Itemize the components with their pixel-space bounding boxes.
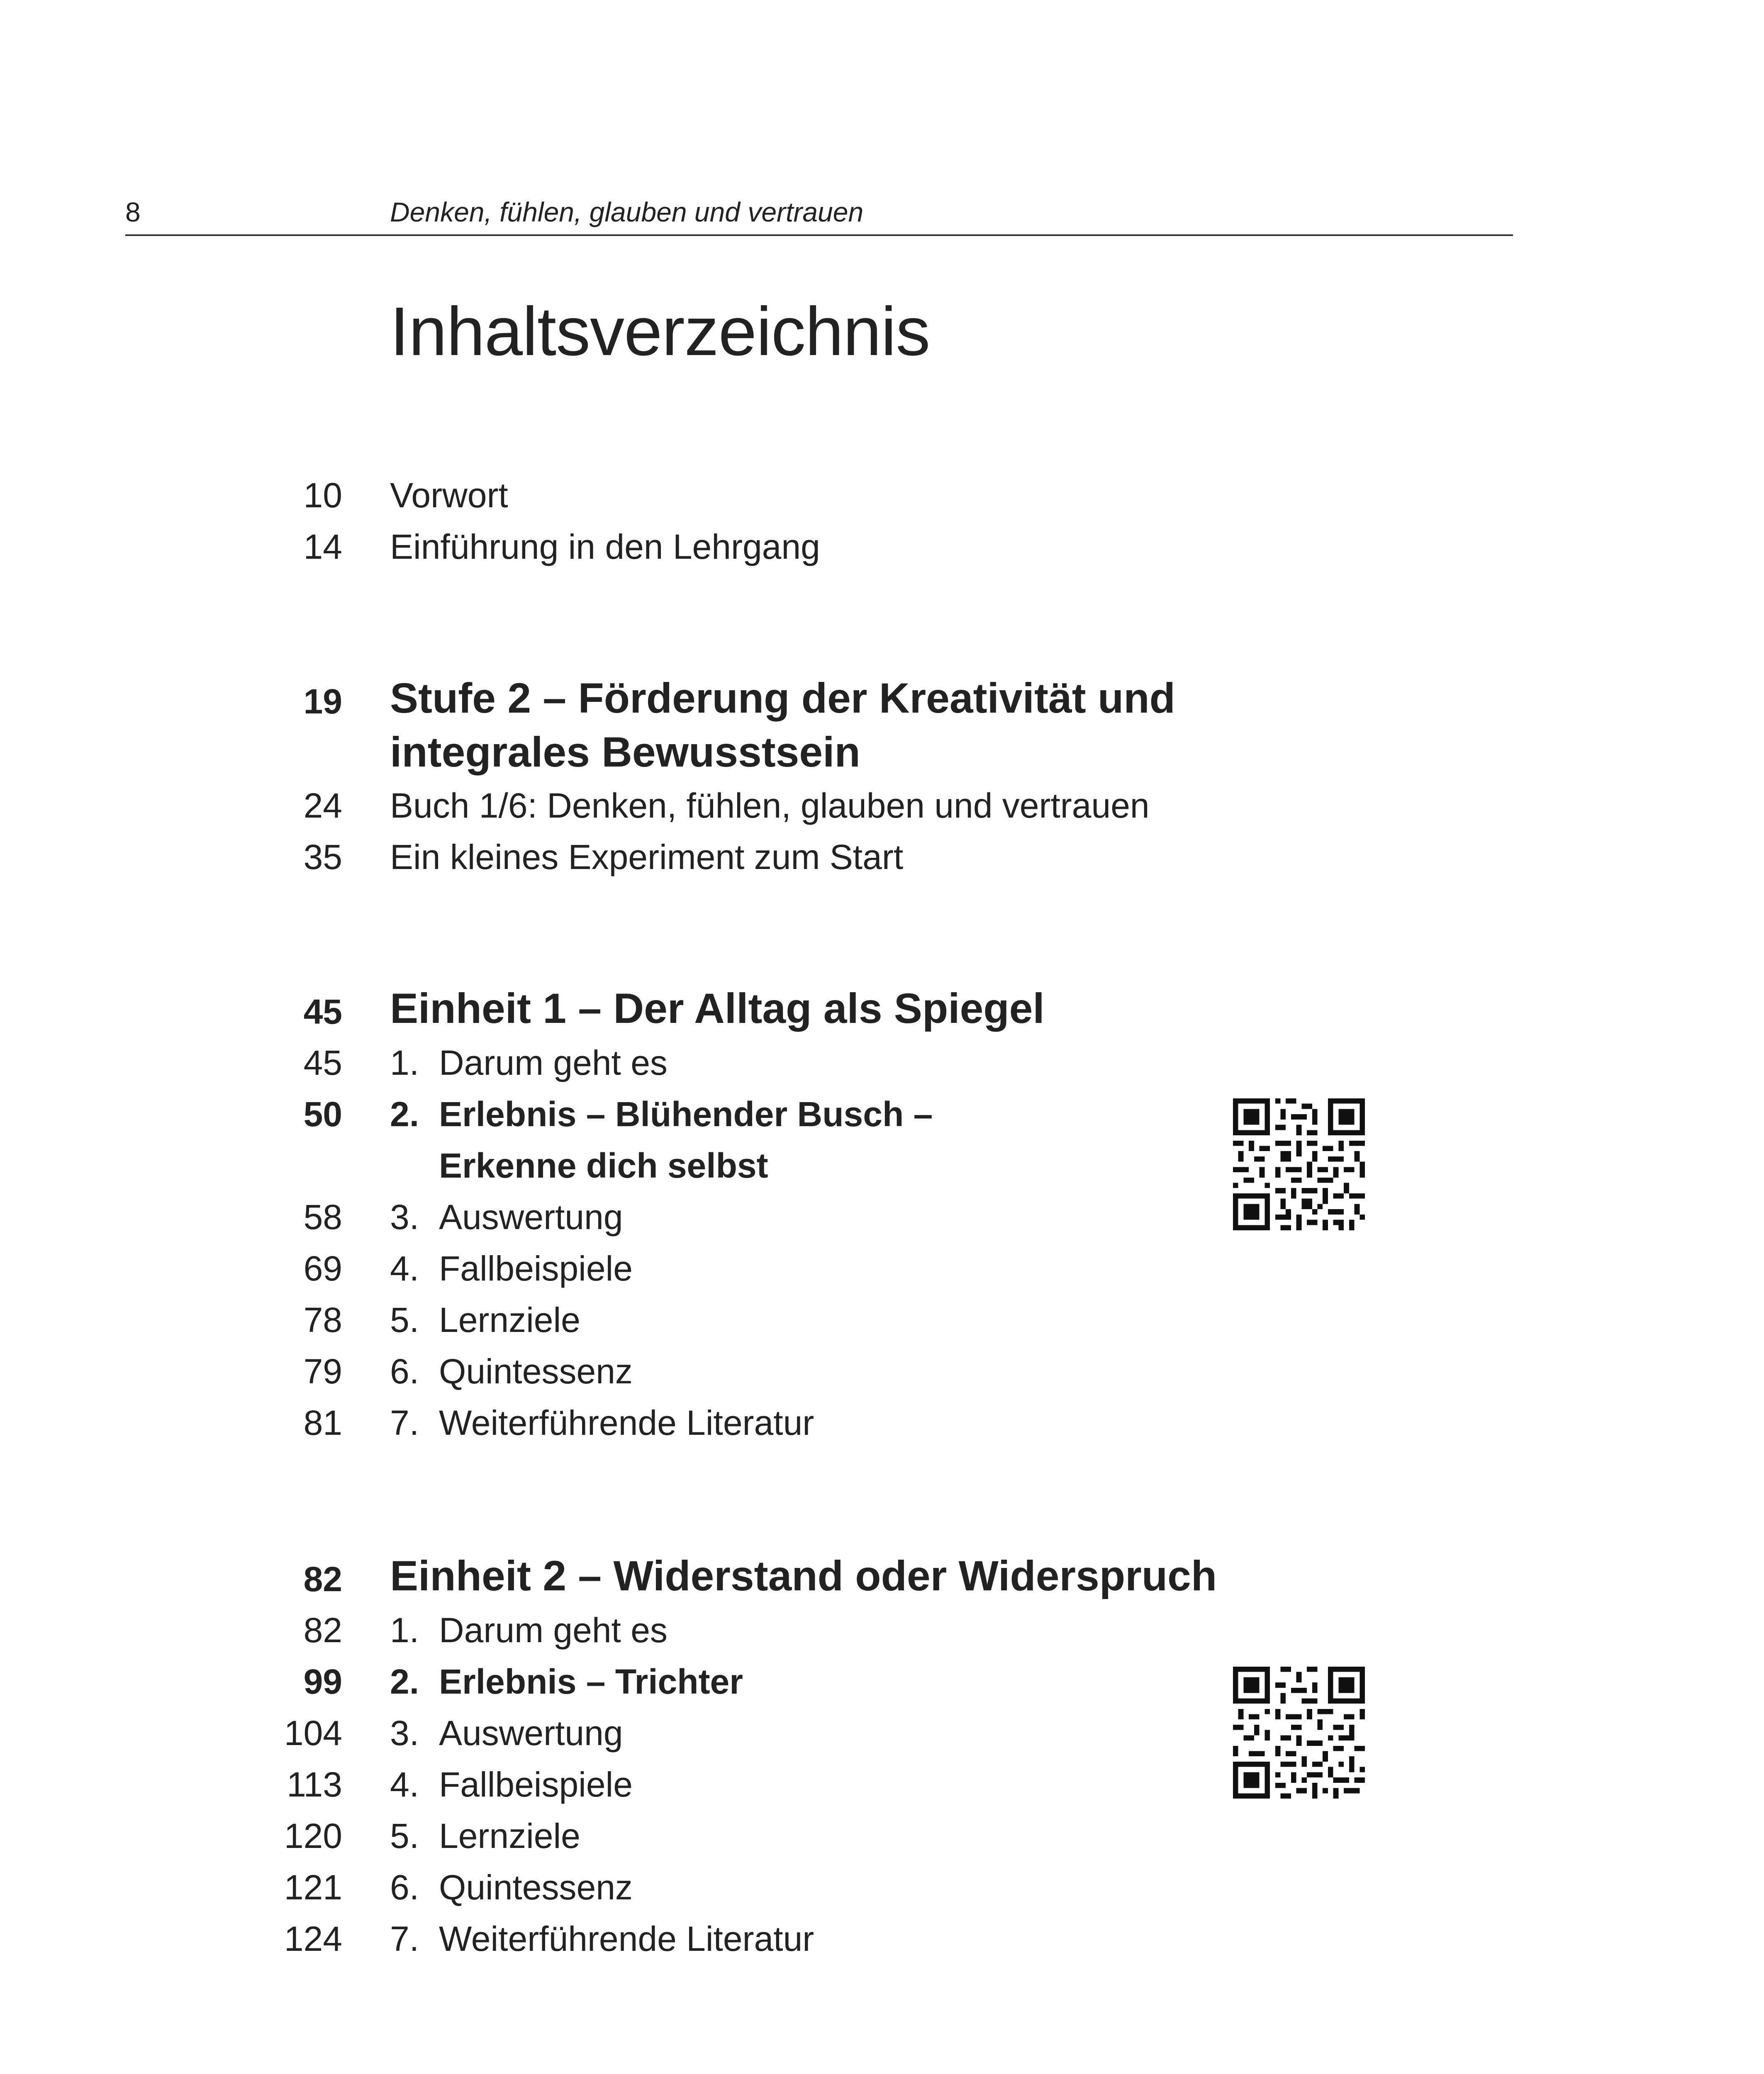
toc-item-number: 5. — [390, 1816, 419, 1855]
toc-page-number: 81 — [303, 1403, 342, 1442]
toc-page-number: 50 — [303, 1095, 342, 1134]
toc-entry[interactable] — [0, 1397, 1535, 1448]
toc-entry[interactable] — [0, 521, 1535, 572]
toc-page-number: 79 — [303, 1352, 342, 1391]
toc-page-number: 120 — [284, 1816, 342, 1855]
toc-page-number: 69 — [303, 1249, 342, 1288]
toc-entry[interactable] — [0, 1913, 1535, 1964]
toc-page-number: 45 — [303, 1043, 342, 1082]
toc-entry-label: Ein kleines Experiment zum Start — [390, 837, 904, 876]
toc-entry[interactable] — [0, 780, 1535, 831]
toc-page-number: 24 — [303, 786, 342, 825]
qr-code-graphic — [1233, 1667, 1365, 1799]
section-title-line: integrales Bewusstsein — [390, 728, 860, 776]
toc-section-heading[interactable] — [0, 981, 1535, 1035]
toc-entry-label: Fallbeispiele — [439, 1765, 633, 1804]
toc-page-number: 82 — [303, 1560, 342, 1599]
toc-page-number: 124 — [284, 1919, 342, 1958]
toc-page-number: 14 — [303, 527, 342, 566]
toc-entry[interactable] — [0, 1037, 1535, 1088]
toc-section-heading[interactable] — [0, 671, 1535, 779]
page-title: Inhaltsverzeichnis — [390, 293, 930, 370]
toc-entry-label: Quintessenz — [439, 1352, 633, 1391]
toc-entry-label: Auswertung — [439, 1198, 623, 1237]
toc-item-number: 4. — [390, 1765, 419, 1804]
toc-item-number: 6. — [390, 1868, 419, 1907]
toc-entry[interactable] — [0, 1862, 1535, 1913]
toc-entry[interactable] — [0, 831, 1535, 883]
toc-section-heading[interactable] — [0, 1549, 1535, 1603]
toc-entry-label: Vorwort — [390, 476, 508, 515]
toc-page-number: 45 — [303, 992, 342, 1031]
toc-entry-label: Erlebnis – Trichter — [439, 1662, 743, 1701]
toc-entry-label: Darum geht es — [439, 1043, 668, 1082]
toc-entry-label: Lernziele — [439, 1816, 580, 1855]
header-divider — [125, 234, 1513, 236]
toc-entry[interactable] — [0, 470, 1535, 521]
toc-item-number: 1. — [390, 1043, 419, 1082]
page-number: 8 — [125, 197, 141, 227]
section-title-line: Stufe 2 – Förderung der Kreativität und — [390, 674, 1175, 722]
running-title: Denken, fühlen, glauben und vertrauen — [390, 197, 864, 227]
qr-code-icon[interactable] — [1233, 1098, 1365, 1230]
toc-item-number: 2. — [390, 1662, 419, 1701]
toc-entry-label: Einführung in den Lehrgang — [390, 527, 820, 566]
toc-page-number: 78 — [303, 1300, 342, 1339]
toc-entry[interactable] — [0, 1294, 1535, 1346]
toc-page-number: 99 — [303, 1662, 342, 1701]
toc-entry[interactable] — [0, 1243, 1535, 1294]
toc-item-number: 3. — [390, 1714, 419, 1753]
qr-code-icon[interactable] — [1233, 1667, 1365, 1799]
toc-entry-label: Fallbeispiele — [439, 1249, 633, 1288]
toc-entry-label: Auswertung — [439, 1714, 623, 1753]
toc-item-number: 4. — [390, 1249, 419, 1288]
toc-page-number: 10 — [303, 476, 342, 515]
section-title: Einheit 2 – Widerstand oder Widerspruch — [390, 1552, 1217, 1599]
toc-entry[interactable] — [0, 1810, 1535, 1862]
toc-page-number: 82 — [303, 1611, 342, 1650]
toc-item-number: 7. — [390, 1403, 419, 1442]
toc-page-number: 58 — [303, 1198, 342, 1237]
qr-code-graphic — [1233, 1098, 1365, 1230]
toc-entry[interactable] — [0, 1604, 1535, 1656]
toc-entry-label: Erlebnis – Blühender Busch – — [439, 1095, 933, 1134]
toc-page-number: 35 — [303, 837, 342, 876]
toc-item-number: 1. — [390, 1611, 419, 1650]
toc-item-number: 5. — [390, 1300, 419, 1339]
toc-page-number: 19 — [303, 682, 342, 721]
toc-item-number: 2. — [390, 1095, 419, 1134]
toc-page-number: 121 — [284, 1868, 342, 1907]
toc-item-number: 6. — [390, 1352, 419, 1391]
toc-entry-label: Weiterführende Literatur — [439, 1919, 814, 1958]
toc-item-number: 7. — [390, 1919, 419, 1958]
section-title: Einheit 1 – Der Alltag als Spiegel — [390, 985, 1045, 1032]
toc-entry-label: Buch 1/6: Denken, fühlen, glauben und vertrauen — [390, 786, 1150, 825]
toc-entry-label: Quintessenz — [439, 1868, 633, 1907]
toc-entry-label-line2: Erkenne dich selbst — [439, 1146, 768, 1185]
toc-page-number: 104 — [284, 1714, 342, 1753]
toc-entry-label: Weiterführende Literatur — [439, 1403, 814, 1442]
toc-entry[interactable] — [0, 1346, 1535, 1397]
toc-entry-label: Lernziele — [439, 1300, 580, 1339]
toc-item-number: 3. — [390, 1198, 419, 1237]
toc-page-number: 113 — [287, 1765, 342, 1804]
toc-entry-label: Darum geht es — [439, 1611, 668, 1650]
